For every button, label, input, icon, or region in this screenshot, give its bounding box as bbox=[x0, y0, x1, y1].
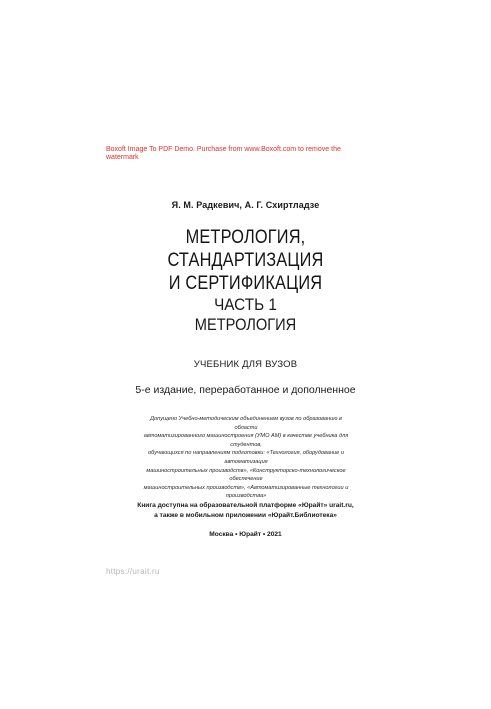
publisher-city-year: Москва • Юрайт • 2021 bbox=[209, 531, 282, 538]
approval-line: машиностроительных производств», «Конструкторско-технологическое обеспечение bbox=[146, 467, 346, 483]
approval-line: машиностроительных производств», «Автоматизированные технологии и производства» bbox=[143, 484, 349, 500]
title-line-3: И СЕРТИФИКАЦИЯ bbox=[168, 273, 323, 294]
title-line-2: СТАНДАРТИЗАЦИЯ bbox=[167, 250, 324, 271]
availability-line: Книга доступна на образовательной платформе «Юрайт» urait.ru, bbox=[137, 502, 354, 509]
watermark-text: Boxoft Image To PDF Demo. Purchase from www.Boxoft.com to remove the watermark bbox=[106, 146, 341, 161]
book-title bbox=[0, 226, 491, 335]
availability-note bbox=[0, 501, 491, 521]
subtitle: МЕТРОЛОГИЯ bbox=[194, 315, 297, 334]
approval-line: автоматизированного машиностроения (УМО АМ) в качестве учебника для студентов, bbox=[143, 433, 349, 448]
approval-line: Допущено Учебно-методическим объединением вузов по образованию в области bbox=[150, 416, 342, 431]
edition-info: 5-е издание, переработанное и дополненное bbox=[135, 384, 356, 396]
approval-line: обучающихся по направлениям подготовки: «Технология, оборудование и автоматизация bbox=[148, 450, 344, 465]
approval-statement bbox=[140, 415, 352, 501]
part-label: ЧАСТЬ 1 bbox=[214, 295, 277, 314]
textbook-label: УЧЕБНИК ДЛЯ ВУЗОВ bbox=[193, 359, 298, 370]
source-url: https://urait.ru bbox=[106, 567, 160, 576]
title-line-1: МЕТРОЛОГИЯ, bbox=[185, 227, 306, 248]
availability-line: а также в мобильном приложении «Юрайт.Библиотека» bbox=[154, 512, 337, 519]
authors: Я. М. Радкевич, А. Г. Схиртладзе bbox=[171, 200, 320, 210]
